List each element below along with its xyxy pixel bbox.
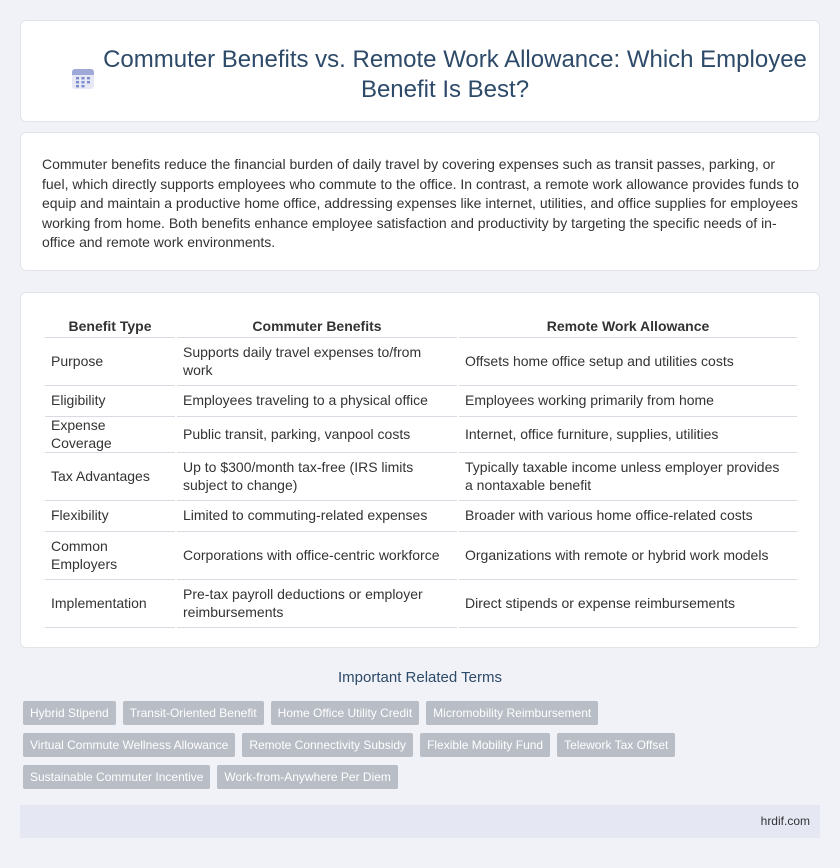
page-title: Commuter Benefits vs. Remote Work Allowance: Which Employee Benefit Is Best? — [103, 46, 807, 103]
commuter-cell: Supports daily travel expenses to/from work — [177, 338, 457, 386]
tag-row — [23, 701, 813, 725]
remote-cell: Typically taxable income unless employer provides a nontaxable benefit — [459, 453, 797, 501]
remote-cell: Organizations with remote or hybrid work models — [459, 532, 797, 580]
commuter-cell: Limited to commuting-related expenses — [177, 501, 457, 532]
row-label: Purpose — [45, 338, 175, 386]
table-row — [45, 453, 797, 501]
table-row — [45, 417, 797, 453]
remote-cell: Direct stipends or expense reimbursements — [459, 580, 797, 628]
row-label: Tax Advantages — [45, 453, 175, 501]
commuter-cell: Public transit, parking, vanpool costs — [177, 417, 457, 453]
table-row — [45, 580, 797, 628]
commuter-cell: Employees traveling to a physical office — [177, 386, 457, 417]
tag-link[interactable]: Micromobility Reimbursement — [426, 701, 598, 725]
commuter-cell: Pre-tax payroll deductions or employer reimbursements — [177, 580, 457, 628]
related-terms — [23, 701, 813, 797]
row-label: Common Employers — [45, 532, 175, 580]
remote-cell: Employees working primarily from home — [459, 386, 797, 417]
remote-cell: Internet, office furniture, supplies, utilities — [459, 417, 797, 453]
intro-card — [20, 132, 820, 271]
row-label: Expense Coverage — [45, 417, 175, 453]
header-remote-work-allowance: Remote Work Allowance — [459, 313, 797, 338]
remote-cell: Broader with various home office-related costs — [459, 501, 797, 532]
tag-link[interactable]: Remote Connectivity Subsidy — [242, 733, 413, 757]
tag-link[interactable]: Flexible Mobility Fund — [420, 733, 550, 757]
row-label: Implementation — [45, 580, 175, 628]
tag-link[interactable]: Transit-Oriented Benefit — [123, 701, 264, 725]
comparison-table — [43, 313, 799, 628]
row-label: Flexibility — [45, 501, 175, 532]
tag-link[interactable]: Telework Tax Offset — [557, 733, 675, 757]
table-row — [45, 338, 797, 386]
table-row — [45, 501, 797, 532]
header-commuter-benefits: Commuter Benefits — [177, 313, 457, 338]
remote-cell: Offsets home office setup and utilities costs — [459, 338, 797, 386]
row-label: Eligibility — [45, 386, 175, 417]
intro-paragraph: Commuter benefits reduce the financial burden of daily travel by covering expenses such as transit passes, parking, or fuel, which directly supports employees who commute to the office. In contrast, a remote work allowance provides funds to equip and maintain a productive home office, addressing expenses like internet, utilities, and office supplies for employees working from home. Both benefits enhance employee satisfaction and productivity by targeting the specific needs of in-office and remote work environments. — [42, 156, 799, 250]
table-row — [45, 532, 797, 580]
footer — [20, 805, 820, 838]
tag-link[interactable]: Hybrid Stipend — [23, 701, 116, 725]
table-row — [45, 386, 797, 417]
comparison-table-card — [20, 292, 820, 648]
related-terms-title: Important Related Terms — [338, 669, 502, 686]
tag-link[interactable]: Sustainable Commuter Incentive — [23, 765, 210, 789]
tag-link[interactable]: Virtual Commute Wellness Allowance — [23, 733, 235, 757]
tag-link[interactable]: Home Office Utility Credit — [271, 701, 419, 725]
commuter-cell: Corporations with office-centric workforce — [177, 532, 457, 580]
commuter-cell: Up to $300/month tax-free (IRS limits subject to change) — [177, 453, 457, 501]
title-card — [20, 20, 820, 122]
table-header-row — [45, 313, 797, 338]
tag-row — [23, 733, 813, 757]
tag-link[interactable]: Work-from-Anywhere Per Diem — [217, 765, 397, 789]
footer-site-link[interactable]: hrdif.com — [760, 814, 810, 828]
header-benefit-type: Benefit Type — [45, 313, 175, 338]
tag-row — [23, 765, 813, 789]
